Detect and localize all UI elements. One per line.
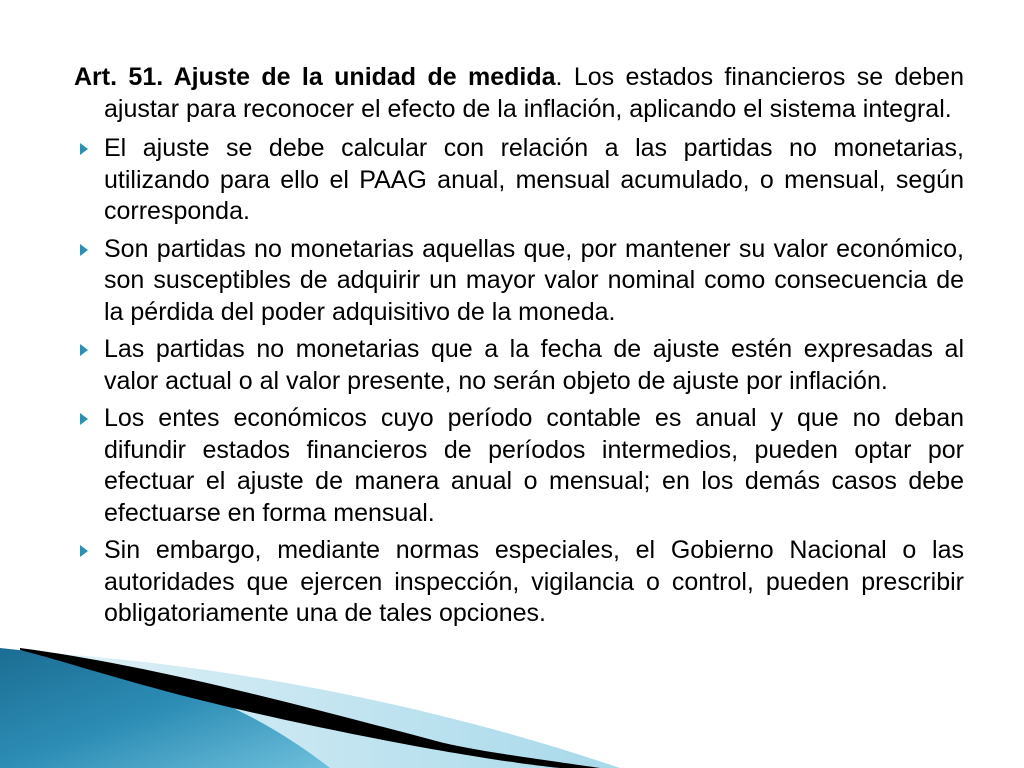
- arrow-bullet-icon: [80, 344, 88, 356]
- arrow-bullet-icon: [80, 244, 88, 256]
- arrow-bullet-icon: [80, 413, 88, 425]
- list-item: [74, 535, 964, 630]
- list-item: [74, 133, 964, 228]
- article-title: Art. 51. Ajuste de la unidad de medida: [74, 63, 556, 91]
- article-paragraph: [74, 62, 964, 125]
- article-intro: . Los estados financieros se deben ajustar para reconocer el efecto de la inflación, aplicando el sistema integral.: [104, 63, 964, 123]
- bullet-text: Las partidas no monetarias que a la fecha de ajuste estén expresadas al valor actual o al valor presente, no serán objeto de ajuste por inflación.: [104, 335, 964, 395]
- bullet-text: Los entes económicos cuyo período contable es anual y que no deban difundir estados financieros de períodos intermedios, pueden optar por efectuar el ajuste de manera anual o mensual; en los demás casos debe efectuarse en forma mensual.: [104, 404, 964, 527]
- slide-body: [74, 62, 964, 636]
- bullet-list: [74, 133, 964, 630]
- list-item: [74, 334, 964, 397]
- bullet-text: El ajuste se debe calcular con relación a las partidas no monetarias, utilizando para ello el PAAG anual, mensual acumulado, o mensual, según corresponda.: [104, 134, 964, 225]
- list-item: [74, 403, 964, 529]
- arrow-bullet-icon: [80, 545, 88, 557]
- list-item: [74, 234, 964, 329]
- arrow-bullet-icon: [80, 143, 88, 155]
- bullet-text: Sin embargo, mediante normas especiales, el Gobierno Nacional o las autoridades que ejercen inspección, vigilancia o control, pueden prescribir obligatoriamente una de tales opciones.: [104, 536, 964, 627]
- bullet-text: Son partidas no monetarias aquellas que, por mantener su valor económico, son susceptibles de adquirir un mayor valor nominal como consecuencia de la pérdida del poder adquisitivo de la moneda.: [104, 234, 964, 326]
